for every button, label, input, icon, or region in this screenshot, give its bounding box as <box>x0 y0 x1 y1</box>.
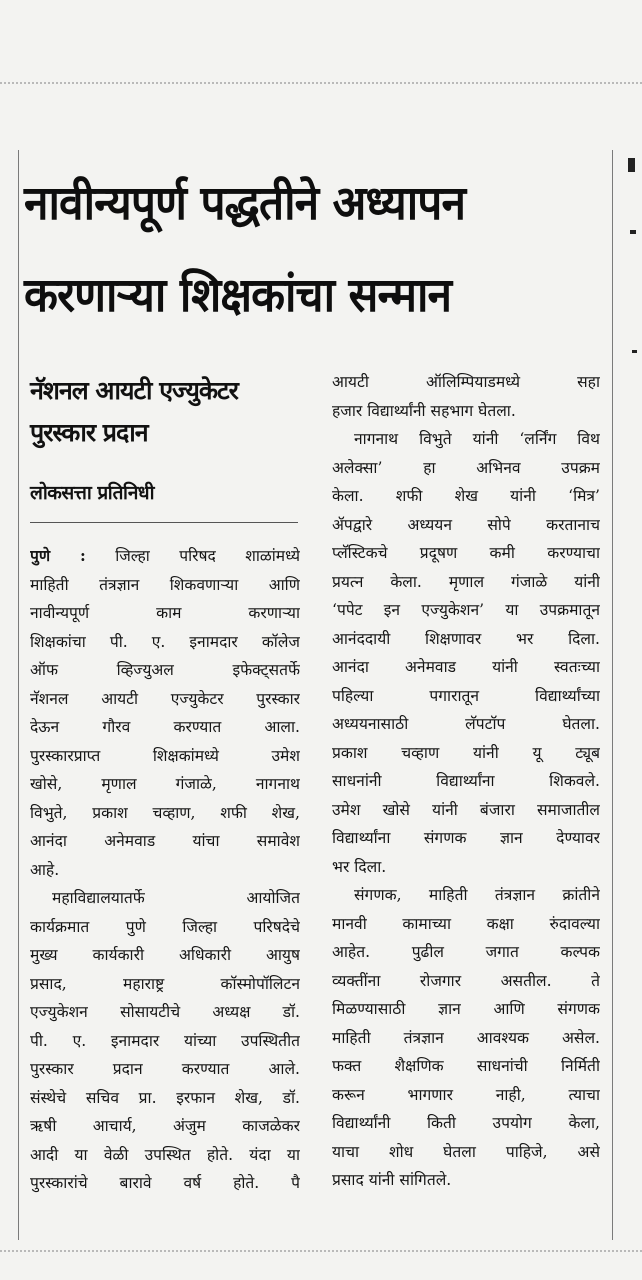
text-line: विभुते, प्रकाश चव्हाण, शफी शेख, <box>30 803 300 822</box>
text-line: आहे. <box>30 860 60 879</box>
text-line: अलेक्सा’ हा अभिनव उपक्रम <box>332 458 600 477</box>
text-line: मिळण्यासाठी ज्ञान आणि संगणक <box>332 1000 600 1018</box>
text-line: व्यक्तींना रोजगार असतील. ते <box>332 971 600 990</box>
text-line: प्रसाद यांनी सांगितले. <box>332 1171 452 1189</box>
text-line: केला. शफी शेख यांनी ‘मित्र’ <box>332 487 600 505</box>
text-line: महाविद्यालयातर्फे आयोजित <box>52 889 300 907</box>
text-line: प्रसाद, महाराष्ट्र कॉस्मोपॉलिटन <box>30 974 300 993</box>
text-line: मुख्य कार्यकारी अधिकारी आयुष <box>30 946 300 964</box>
text-line: विद्यार्थ्यांनी किती उपयोग केला, <box>332 1114 600 1132</box>
text-line: आयटी ऑलिम्पियाडमध्ये सहा <box>332 373 600 391</box>
text-line: कार्यक्रमात पुणे जिल्हा परिषदेचे <box>30 917 300 936</box>
left-column-rule <box>18 150 19 1240</box>
paragraph <box>332 368 600 425</box>
text-line: फक्त शैक्षणिक साधनांची निर्मिती <box>332 1057 600 1075</box>
text-line: पुरस्कारांचे बारावे वर्ष होते. पै <box>30 1174 300 1192</box>
text-line: माहिती तंत्रज्ञान आवश्यक असेल. <box>332 1028 600 1047</box>
text-line: आनंदा अनेमवाड यांनी स्वतःच्या <box>332 658 600 676</box>
text-line: उमेश खोसे यांनी बंजारा समाजातील <box>332 800 600 819</box>
text-line: ‘पपेट इन एज्युकेशन’ या उपक्रमातून <box>332 601 600 619</box>
text-line: पुरस्कार प्रदान करण्यात आले. <box>30 1060 300 1078</box>
text-line: पुरस्कारप्राप्त शिक्षकांमध्ये उमेश <box>30 746 300 765</box>
bottom-dotted-border <box>0 1250 642 1252</box>
text-line: करून भागणार नाही, त्याचा <box>332 1085 600 1104</box>
text-line: प्रकाश चव्हाण यांनी यू ट्यूब <box>332 743 600 762</box>
text-line: ऑफ व्हिज्युअल इफेक्ट्सतर्फे <box>30 661 300 679</box>
text-line: हजार विद्यार्थ्यांनी सहभाग घेतला. <box>332 401 516 420</box>
text-line: नावीन्यपूर्ण काम करणाऱ्या <box>30 604 300 622</box>
right-column <box>332 368 600 1195</box>
text-line: अध्ययनासाठी लॅपटॉप घेतला. <box>332 715 600 733</box>
headline-line: करणाऱ्या शिक्षकांचा सन्मान <box>24 268 452 323</box>
left-column <box>30 542 300 1198</box>
paragraph <box>332 881 600 1195</box>
text-line: साधनांनी विद्यार्थ्यांना शिकवले. <box>332 772 600 790</box>
text-line: संस्थेचे सचिव प्रा. इरफान शेख, डॉ. <box>30 1088 300 1107</box>
text-line: एज्युकेशन सोसायटीचे अध्यक्ष डॉ. <box>30 1003 300 1021</box>
text-line: खोसे, मृणाल गंजाळे, नागनाथ <box>30 775 300 793</box>
text-line: आहेत. पुढील जगात कल्पक <box>332 943 600 961</box>
text-line: पहिल्या पगारातून विद्यार्थ्यांच्या <box>332 686 600 705</box>
text-line: माहिती तंत्रज्ञान शिकवणाऱ्या आणि <box>30 575 300 594</box>
text-line: प्रयत्न केला. मृणाल गंजाळे यांनी <box>332 572 600 591</box>
text-line: नागनाथ विभुते यांनी ‘लर्निंग विथ <box>354 430 600 448</box>
text-line: मानवी कामाच्या कक्षा रुंदावल्या <box>332 914 600 933</box>
dateline: पुणे : <box>30 546 86 565</box>
adjacent-article-edge <box>628 158 635 172</box>
headline-line: नावीन्यपूर्ण पद्धतीने अध्यापन <box>24 176 466 231</box>
headline <box>24 158 579 342</box>
top-dotted-border <box>0 82 642 84</box>
text-line: ऋषी आचार्य, अंजुम काजळेकर <box>30 1117 300 1135</box>
byline: लोकसत्ता प्रतिनिधी <box>30 482 155 504</box>
text-line: याचा शोध घेतला पाहिजे, असे <box>332 1142 600 1161</box>
text-line: पी. ए. इनामदार यांच्या उपस्थितीत <box>30 1031 300 1050</box>
text-line: आनंददायी शिक्षणावर भर दिला. <box>332 629 600 648</box>
text-line: देऊन गौरव करण्यात आला. <box>30 718 300 736</box>
text-line: भर दिला. <box>332 857 387 876</box>
paragraph <box>30 542 300 884</box>
text-line: जिल्हा परिषद शाळांमध्ये <box>85 547 300 565</box>
text-line: आनंदा अनेमवाड यांचा समावेश <box>30 832 300 850</box>
text-line: संगणक, माहिती तंत्रज्ञान क्रांतीने <box>354 886 600 904</box>
text-line: नॅशनल आयटी एज्युकेटर पुरस्कार <box>30 689 300 708</box>
text-line: प्लॅस्टिकचे प्रदूषण कमी करण्याचा <box>332 544 600 562</box>
paragraph <box>30 884 300 1198</box>
subheadline-line: पुरस्कार प्रदान <box>30 418 148 447</box>
subheadline <box>30 370 310 454</box>
subheadline-line: नॅशनल आयटी एज्युकेटर <box>30 376 238 405</box>
byline-divider <box>30 522 298 523</box>
adjacent-article-edge <box>630 230 636 234</box>
text-line: ॲपद्वारे अध्ययन सोपे करतानाच <box>332 515 600 534</box>
text-line: विद्यार्थ्यांना संगणक ज्ञान देण्यावर <box>332 829 600 847</box>
text-line: आदी या वेळी उपस्थित होते. यंदा या <box>30 1145 300 1164</box>
paragraph <box>332 425 600 881</box>
text-line: शिक्षकांचा पी. ए. इनामदार कॉलेज <box>30 632 300 651</box>
right-column-rule <box>612 150 613 1240</box>
adjacent-article-edge <box>632 350 637 353</box>
